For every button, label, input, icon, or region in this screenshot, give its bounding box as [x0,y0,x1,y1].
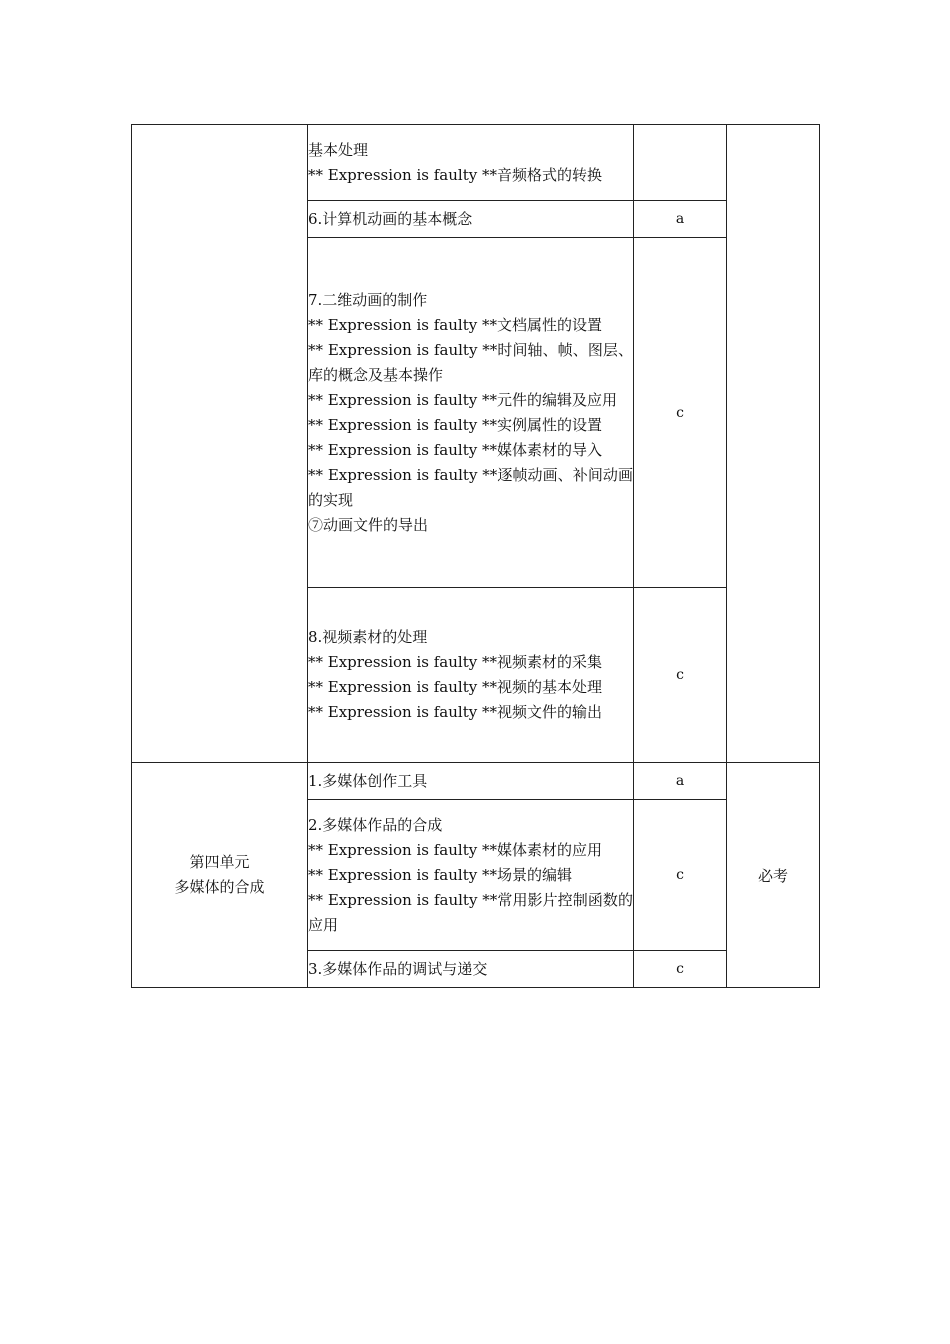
unit-cell-empty [132,125,308,763]
content-line: 2.多媒体作品的合成 [308,815,443,834]
content-cell [308,125,634,201]
level-cell: c [634,238,727,588]
content-line: ** Expression is faulty **实例属性的设置 [308,415,602,434]
level-cell: a [634,201,727,238]
content-line: ** Expression is faulty **媒体素材的应用 [308,840,602,859]
unit-subtitle: 多媒体的合成 [174,878,265,896]
content-line: ** Expression is faulty **时间轴、帧、图层、库的概念及基本操作 [308,340,633,384]
content-line: 基本处理 [308,140,369,159]
content-cell [308,588,634,763]
content-line: 7.二维动画的制作 [308,290,428,309]
level-cell: a [634,763,727,800]
level-cell: c [634,951,727,988]
content-line: 1.多媒体创作工具 [308,771,428,790]
content-cell [308,763,634,800]
table-row [132,763,820,800]
requirement-cell-empty [727,125,820,763]
content-line: ** Expression is faulty **文档属性的设置 [308,315,602,334]
content-cell [308,951,634,988]
level-cell: c [634,800,727,951]
content-line: ** Expression is faulty **视频文件的输出 [308,703,602,721]
content-cell [308,238,634,588]
content-line: ** Expression is faulty **元件的编辑及应用 [308,390,617,409]
content-cell [308,800,634,951]
content-line: ** Expression is faulty **逐帧动画、补间动画的实现 [308,465,633,509]
content-line: 3.多媒体作品的调试与递交 [308,959,488,978]
content-line: ** Expression is faulty **媒体素材的导入 [308,440,602,459]
table-row [132,125,820,201]
content-line: 8.视频素材的处理 [308,628,428,646]
content-cell [308,201,634,238]
unit-cell [132,763,308,988]
content-line: ** Expression is faulty **视频的基本处理 [308,678,602,696]
level-cell [634,125,727,201]
requirement-cell: 必考 [727,763,820,988]
curriculum-table [131,124,820,988]
content-line: ** Expression is faulty **常用影片控制函数的应用 [308,890,633,934]
unit-title: 第四单元 [189,853,250,871]
content-line: ⑦动画文件的导出 [308,515,429,534]
content-line: ** Expression is faulty **场景的编辑 [308,865,572,884]
content-line: 6.计算机动画的基本概念 [308,209,473,228]
content-line: ** Expression is faulty **视频素材的采集 [308,653,602,671]
level-cell: c [634,588,727,763]
content-line: ** Expression is faulty **音频格式的转换 [308,165,602,184]
